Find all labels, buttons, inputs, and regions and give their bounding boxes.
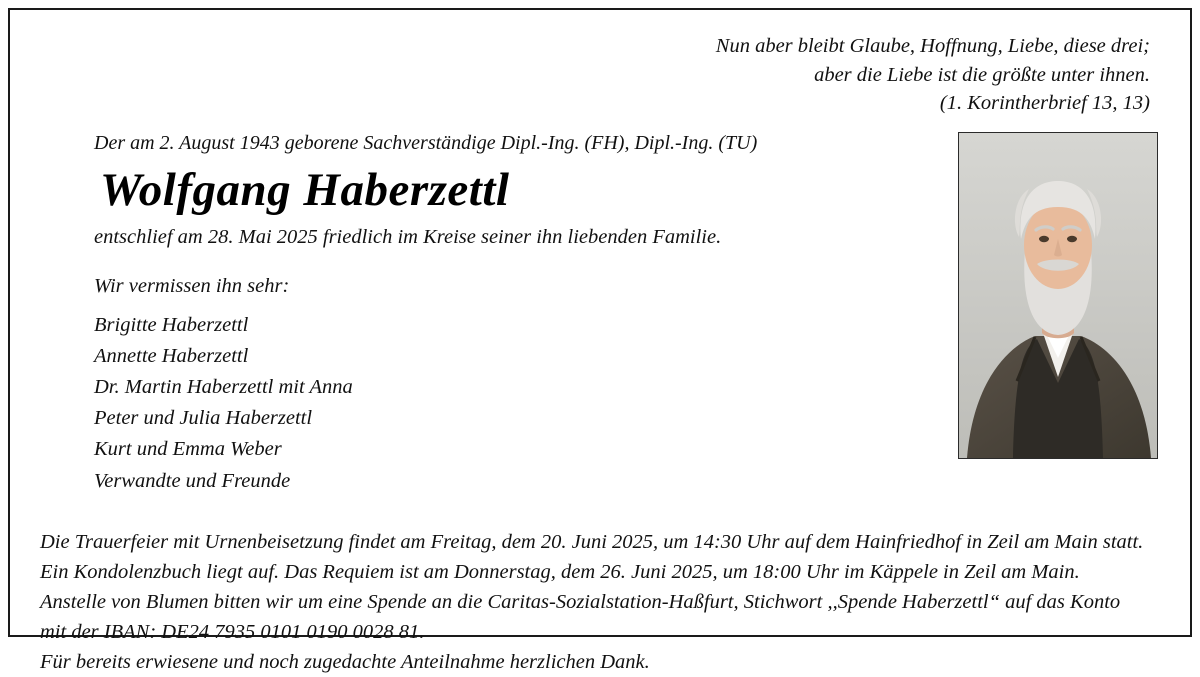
survivors-list bbox=[94, 310, 928, 497]
portrait-column bbox=[928, 132, 1164, 459]
list-item: Verwandte und Freunde bbox=[94, 469, 291, 492]
list-item: Brigitte Haberzettl bbox=[94, 313, 249, 336]
verse-line-1: Nun aber bleibt Glaube, Hoffnung, Liebe, diese drei; bbox=[715, 35, 1150, 57]
list-item: Kurt und Emma Weber bbox=[94, 438, 282, 461]
iban-line: mit der IBAN: DE24 7935 0101 0190 0028 81. bbox=[40, 621, 425, 644]
verse-line-2: aber die Liebe ist die größte unter ihnen. bbox=[814, 63, 1150, 86]
obituary-content bbox=[10, 10, 1190, 674]
list-item: Annette Haberzettl bbox=[94, 344, 249, 367]
text-column bbox=[36, 132, 928, 497]
donation-line-1: Anstelle von Blumen bitten wir um eine Spende an die Caritas-Sozialstation-Haßfurt, Stichwort ,,Spende Haberzettl“ auf das Konto bbox=[40, 591, 1121, 613]
bible-verse bbox=[36, 28, 1164, 118]
intro-line: Der am 2. August 1943 geborene Sachverständige Dipl.-Ing. (FH), Dipl.-Ing. (TU) bbox=[94, 132, 758, 155]
ceremony-line-1: Die Trauerfeier mit Urnenbeisetzung findet am Freitag, dem 20. Juni 2025, um 14:30 Uhr auf dem Hainfriedhof in Zeil am Main statt. bbox=[40, 530, 1144, 553]
thanks-line: Für bereits erwiesene und noch zugedachte Anteilnahme herzlichen Dank. bbox=[40, 651, 650, 674]
missing-line: Wir vermissen ihn sehr: bbox=[94, 274, 290, 297]
verse-reference: (1. Korintherbrief 13, 13) bbox=[939, 92, 1150, 115]
ceremony-details bbox=[36, 527, 1164, 677]
portrait-photo bbox=[958, 132, 1158, 459]
deceased-name: Wolfgang Haberzettl bbox=[100, 164, 510, 217]
list-item: Dr. Martin Haberzettl mit Anna bbox=[94, 376, 353, 399]
list-item: Peter und Julia Haberzettl bbox=[94, 407, 313, 430]
main-area bbox=[36, 132, 1164, 497]
ceremony-line-2: Ein Kondolenzbuch liegt auf. Das Requiem ist am Donnerstag, dem 26. Juni 2025, um 18:00 Uhr im Käppele in Zeil am Main. bbox=[40, 560, 1080, 583]
passing-line: entschlief am 28. Mai 2025 friedlich im Kreise seiner ihn liebenden Familie. bbox=[94, 225, 722, 248]
